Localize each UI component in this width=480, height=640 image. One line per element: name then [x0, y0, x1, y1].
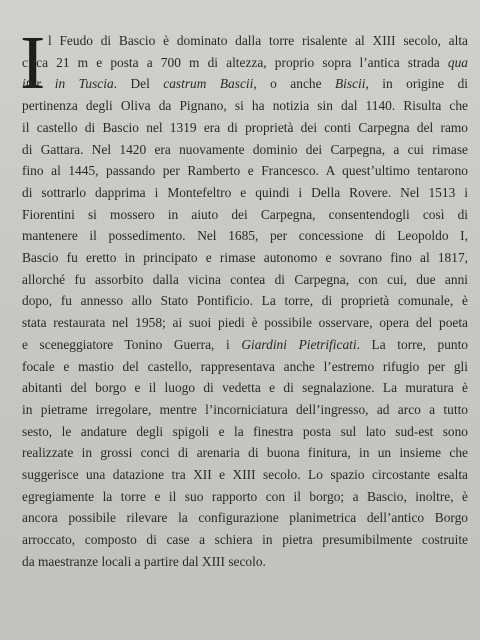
text-segment: egregiamente la torre e il suo rapporto con il borgo; a Bascio, inoltre, è [22, 488, 468, 504]
text-line [22, 400, 468, 419]
text-segment: realizzate in grossi conci di arenaria di buona finitura, in un insieme che [22, 445, 468, 461]
text-segment: allorché fu assorbito dalla vicina contea di Carpegna, con cui, due anni [22, 271, 468, 287]
text-segment: il castello di Bascio nel 1319 era di proprietà dei conti Carpegna del ramo [22, 119, 468, 135]
text-line [22, 270, 468, 289]
text-line [22, 465, 468, 484]
text-line [22, 74, 468, 93]
text-segment: stata restaurata nel 1958; ai suoi piedi è possibile osservare, opera del poeta [22, 315, 468, 331]
text-line [22, 53, 468, 72]
italic-text: itur in Tuscia [22, 76, 114, 92]
text-segment: ancora possibile rilevare la configurazione planimetrica dell’antico Borgo [22, 510, 468, 526]
text-segment: in pietrame irregolare, mentre l’incorniciatura dell’ingresso, ad arco a tutto [22, 401, 468, 417]
italic-text: castrum Bascii [163, 76, 254, 92]
text-line [22, 226, 468, 245]
text-segment: l Feudo di Bascio è dominato dalla torre risalente al XIII secolo, alta [48, 33, 468, 48]
text-segment: focale e mastio del castello, rappresentava anche l’estremo rifugio per gli [22, 358, 468, 374]
text-line [22, 313, 468, 332]
text-segment: abitanti del borgo e il luogo di vedetta e di segnalazione. La muratura è [22, 380, 468, 396]
text-line [22, 357, 468, 376]
text-segment: circa 21 m e posta a 700 m di altezza, proprio sopra l’antica strada [22, 54, 448, 70]
text-segment: e sceneggiatore Tonino Guerra, i [22, 336, 242, 352]
text-segment: pertinenza degli Oliva da Pignano, si ha notizia sin dal 1140. Risulta che [22, 98, 468, 114]
text-segment: , o anche [253, 76, 335, 92]
text-line [22, 140, 468, 159]
text-line [22, 205, 468, 224]
text-segment: arroccato, composto di case a schiera in pietra presumibilmente costruite [22, 532, 468, 548]
text-line [22, 161, 468, 180]
text-line [48, 31, 468, 50]
italic-text: Biscii [335, 76, 366, 92]
text-line [22, 508, 468, 527]
text-segment: fino al 1445, passando per Ramberto e Francesco. A quest’ultimo tentarono [22, 163, 468, 179]
text-segment: mantenere il possedimento. Nel 1685, per concessione di Leopoldo I, [22, 228, 468, 244]
text-segment: Bascio fu eretto in principato e rimase autonomo e sovrano fino al 1817, [22, 250, 468, 265]
text-line [22, 183, 468, 202]
text-segment: sesto, le andature degli spigoli e la finestra posta sul lato sud-est sono [22, 423, 468, 439]
text-segment: , in origine di [365, 76, 468, 92]
text-line [22, 530, 468, 549]
text-segment: suggerisce una datazione tra XII e XIII secolo. Lo spazio circostante esalta [22, 467, 468, 482]
text-line [22, 96, 468, 115]
text-segment: di Gattara. Nel 1420 era nuovamente dominio dei Carpegna, a cui rimase [22, 141, 468, 157]
text-line [22, 335, 468, 354]
text-line [22, 443, 468, 462]
text-line [22, 378, 468, 397]
text-line [22, 291, 468, 310]
text-segment: . Del [113, 76, 164, 92]
text-segment: da maestranze locali a partire dal XIII secolo. [22, 553, 266, 569]
italic-text: Giardini Pietrificati [241, 336, 357, 352]
text-segment: Fiorentini si mossero in aiuto dei Carpegna, consentendogli così di [22, 206, 468, 222]
text-line [22, 487, 468, 506]
text-segment: di sottrarlo dapprima i Montefeltro e quindi i Della Rovere. Nel 1513 i [22, 184, 468, 200]
drop-cap: I [20, 21, 46, 105]
italic-text: qua [447, 54, 468, 70]
text-line [22, 118, 468, 137]
text-line [22, 552, 468, 571]
text-line [22, 422, 468, 441]
text-line [22, 248, 468, 267]
text-segment: dopo, fu annesso allo Stato Pontificio. La torre, di proprietà comunale, è [22, 293, 468, 309]
text-segment: . La torre, punto [356, 336, 469, 352]
